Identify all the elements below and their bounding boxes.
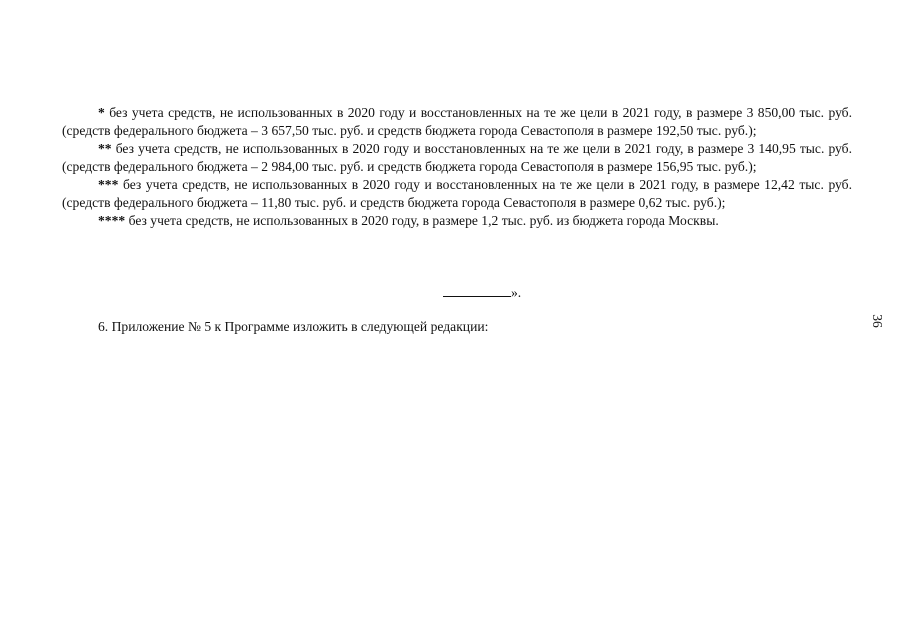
footnotes-block: [62, 104, 852, 230]
footnote-text: без учета средств, не использованных в 2020 году, в размере 1,2 тыс. руб. из бюджета города Москвы.: [128, 213, 719, 228]
separator-underline: [443, 284, 511, 297]
footnote-mark: *: [98, 105, 105, 120]
footnote-4: [62, 212, 852, 230]
footnote-1: [62, 104, 852, 140]
closing-quote: ».: [511, 285, 522, 300]
footnote-mark: **: [98, 141, 112, 156]
footnote-2: [62, 140, 852, 176]
footnote-3: [62, 176, 852, 212]
page-number: 36: [870, 314, 885, 328]
footnote-text: без учета средств, не использованных в 2020 году и восстановленных на те же цели в 2021 году, в размере 3 850,00 тыс. руб. (средств федерального бюджета – 3 657,50 тыс. руб. и средств бюджета города Севастополя в размере 192,50 тыс. руб.);: [62, 105, 852, 138]
footnote-text: без учета средств, не использованных в 2020 году и восстановленных на те же цели в 2021 году, в размере 12,42 тыс. руб. (средств федерального бюджета – 11,80 тыс. руб. и средств бюджета города Севастополя в размере 0,62 тыс. руб.);: [62, 177, 852, 210]
footnote-mark: ***: [98, 177, 119, 192]
footnote-mark: ****: [98, 213, 126, 228]
numbered-item: 6. Приложение № 5 к Программе изложить в следующей редакции:: [98, 319, 489, 334]
closing-line: [443, 284, 521, 302]
footnote-text: без учета средств, не использованных в 2020 году и восстановленных на те же цели в 2021 году, в размере 3 140,95 тыс. руб. (средств федерального бюджета – 2 984,00 тыс. руб. и средств бюджета города Севастополя в размере 156,95 тыс. руб.);: [62, 141, 852, 174]
